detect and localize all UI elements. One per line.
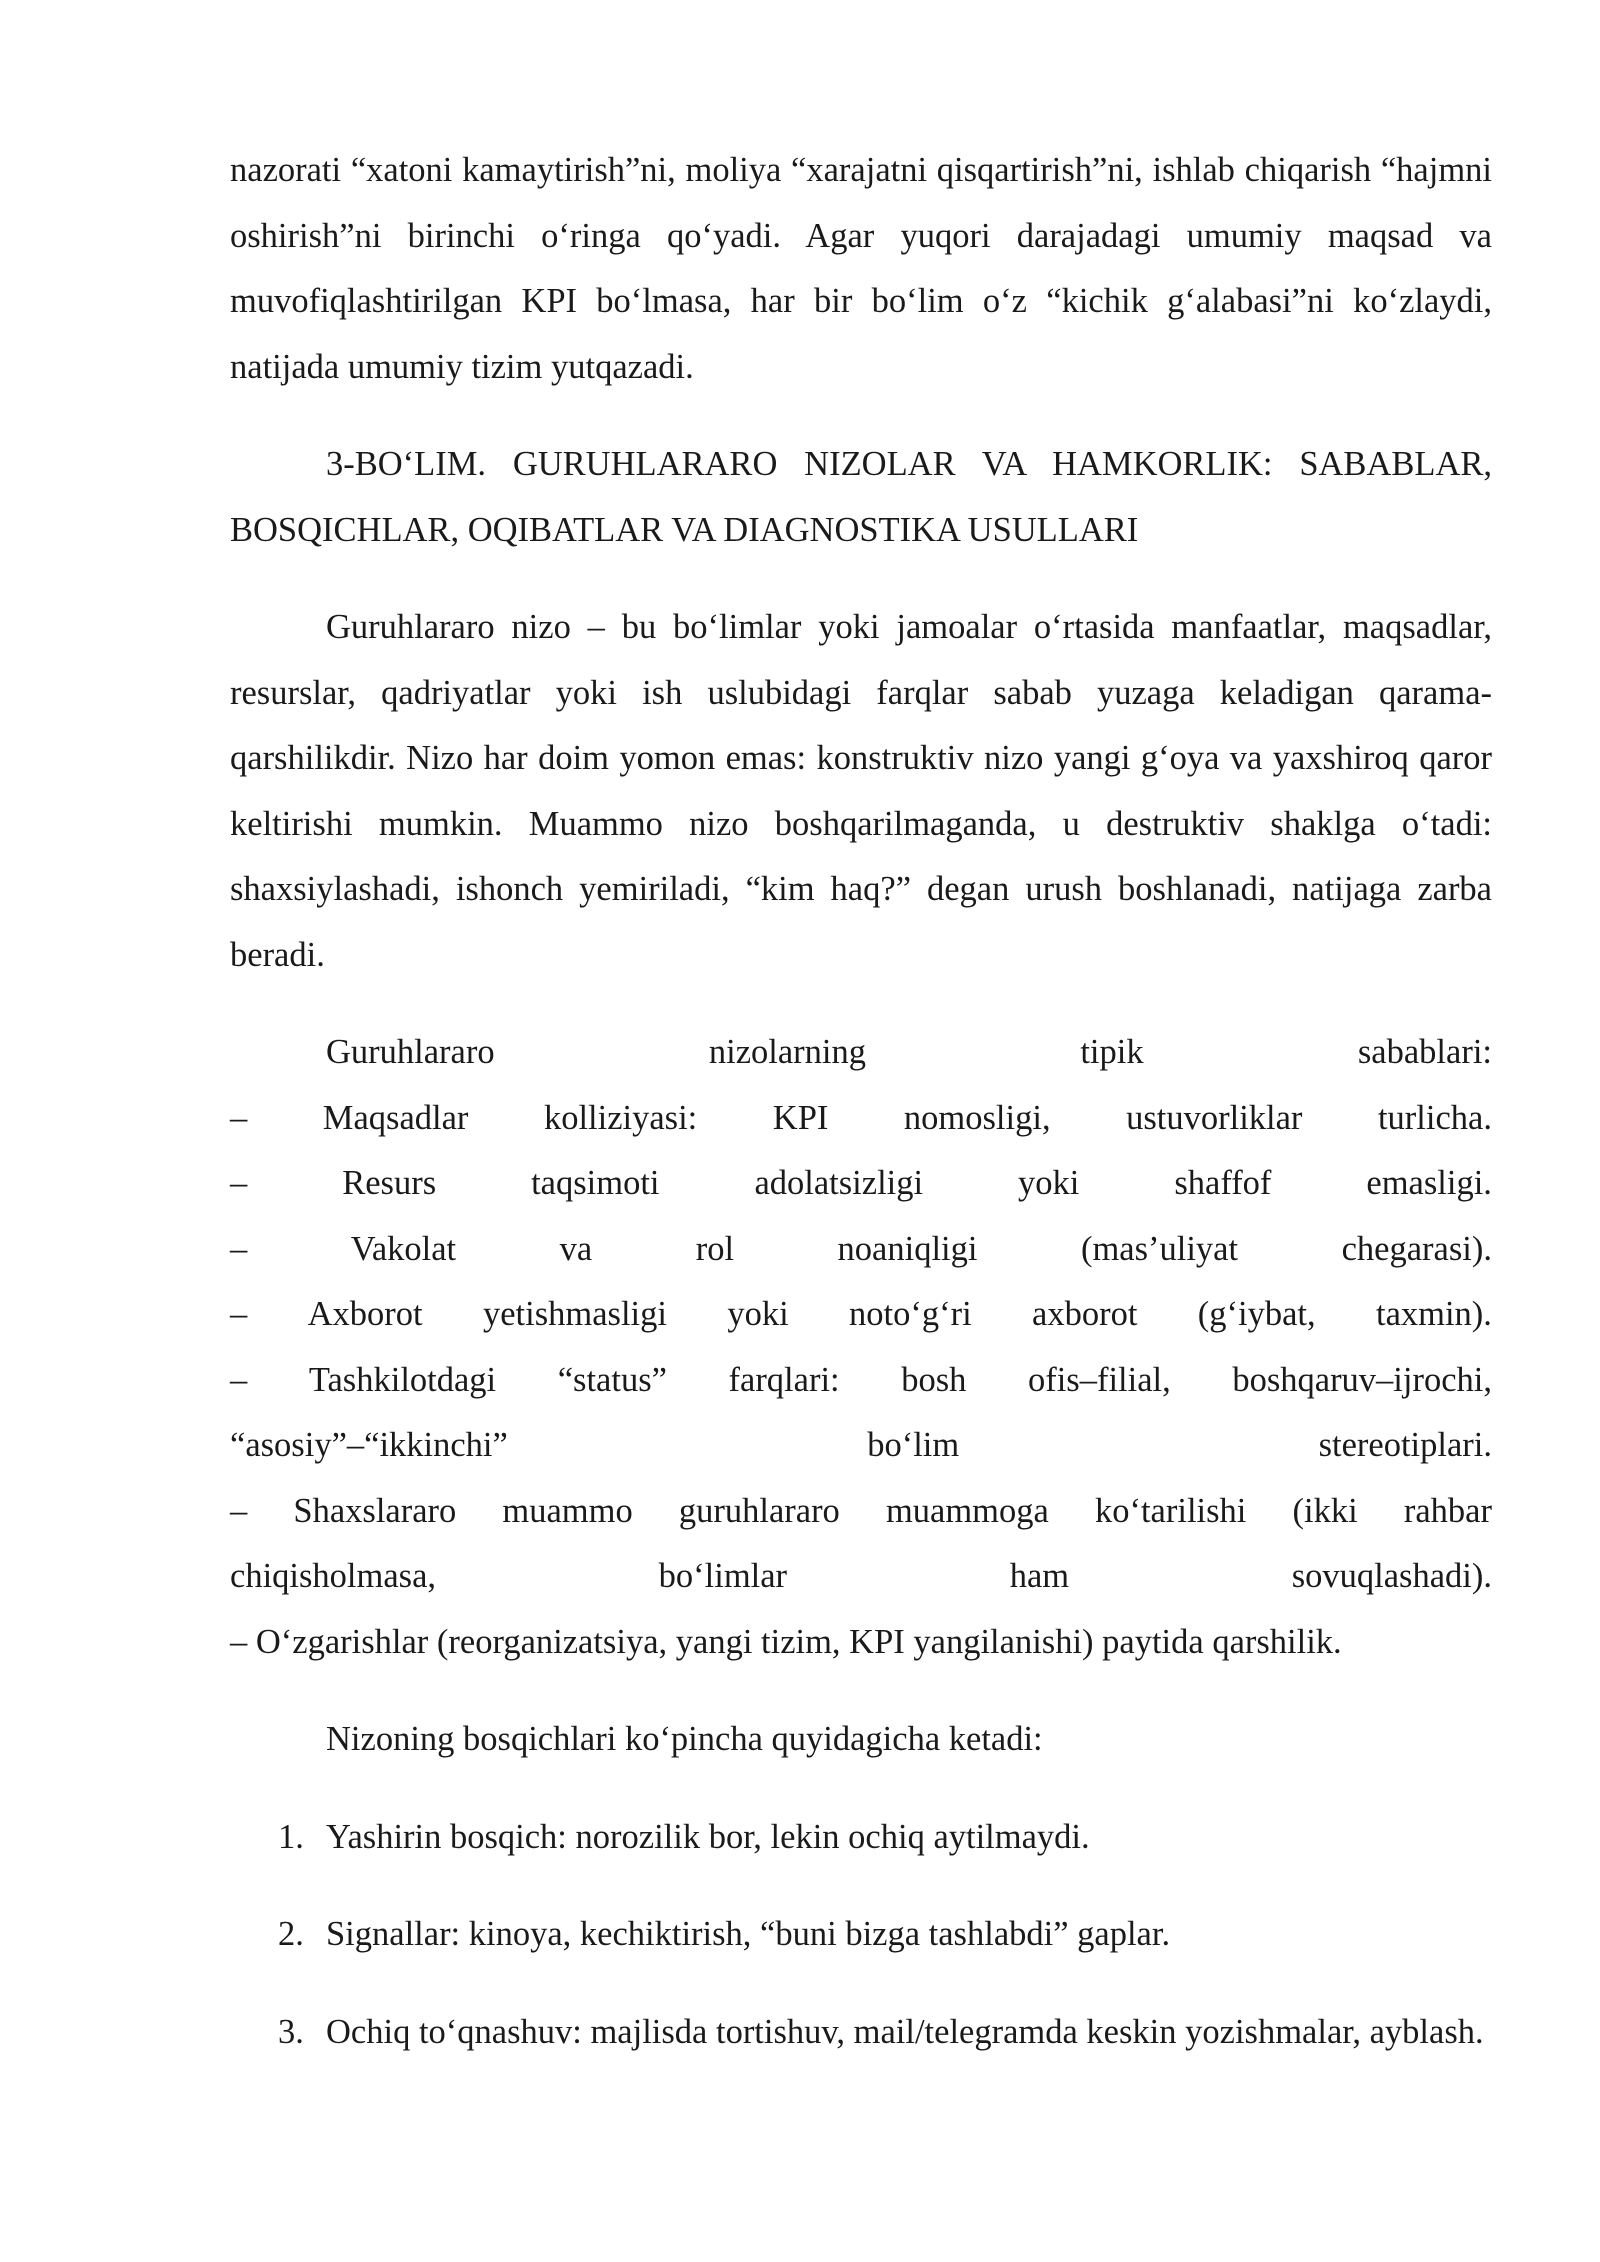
causes-line <box>230 1413 1492 1479</box>
causes-word: sovuqlashadi). <box>1291 1557 1492 1595</box>
causes-word: ham <box>1009 1557 1070 1595</box>
causes-word: turlicha. <box>1377 1098 1492 1137</box>
causes-line <box>230 1544 1492 1610</box>
causes-word: axborot <box>1032 1295 1138 1333</box>
causes-word: nomosligi, <box>903 1098 1051 1137</box>
causes-word: ustuvorliklar <box>1126 1098 1303 1137</box>
causes-word: bosh <box>901 1360 967 1399</box>
causes-word: Vakolat <box>350 1229 457 1268</box>
causes-word: notoʻgʻri <box>849 1295 972 1333</box>
causes-line <box>230 1086 1492 1152</box>
causes-word: chegarasi). <box>1341 1229 1492 1268</box>
causes-word: Tashkilotdagi <box>308 1360 497 1399</box>
list-item-number: 3. <box>278 2012 304 2051</box>
causes-line <box>230 1479 1492 1545</box>
causes-word: stereotiplari. <box>1318 1426 1492 1464</box>
causes-word: boshqaruv–ijrochi, <box>1232 1360 1492 1399</box>
causes-line <box>230 1348 1492 1414</box>
causes-word: ofis–filial, <box>1027 1360 1171 1399</box>
causes-word: – <box>230 1098 248 1137</box>
causes-word: va <box>559 1229 593 1268</box>
causes-word: Guruhlararo <box>326 1033 495 1071</box>
causes-word: rol <box>695 1229 735 1268</box>
document-page <box>230 138 1492 2100</box>
list-item-number: 2. <box>278 1915 304 1953</box>
stages-list <box>230 1805 1492 2066</box>
list-item <box>230 1902 1492 1968</box>
list-item <box>230 2000 1492 2066</box>
section-heading: 3-BOʻLIM. GURUHLARARO NIZOLAR VA HAMKORLIK: SABABLAR, BOSQICHLAR, OQIBATLAR VA DIAGNOSTIKA USULLARI <box>230 445 1492 549</box>
causes-word: emasligi. <box>1366 1164 1492 1202</box>
causes-word: yetishmasligi <box>482 1295 667 1333</box>
causes-line <box>230 1151 1492 1217</box>
causes-word: nizolarning <box>708 1033 867 1071</box>
causes-word: (mas’uliyat <box>1080 1229 1239 1268</box>
list-item-number: 1. <box>278 1817 304 1856</box>
causes-word: “asosiy”–“ikkinchi” <box>230 1426 508 1464</box>
causes-word: chiqisholmasa, <box>230 1557 437 1595</box>
causes-line <box>230 1020 1492 1086</box>
causes-word: shaffof <box>1174 1164 1272 1202</box>
causes-word: koʻtarilishi <box>1094 1491 1247 1530</box>
causes-word: muammo <box>502 1491 633 1530</box>
causes-word: Resurs <box>342 1164 437 1202</box>
causes-word: tipik <box>1080 1033 1144 1071</box>
causes-word: yoki <box>1018 1164 1080 1202</box>
causes-word: boʻlim <box>867 1426 960 1464</box>
causes-word: kolliziyasi: <box>543 1098 698 1137</box>
causes-last-line: – Oʻzgarishlar (reorganizatsiya, yangi tizim, KPI yangilanishi) paytida qarshilik. <box>230 1622 1342 1661</box>
causes-word: taxmin). <box>1375 1295 1492 1333</box>
causes-word: KPI <box>772 1098 829 1137</box>
causes-word: – <box>230 1295 248 1333</box>
causes-word: boʻlimlar <box>658 1557 788 1595</box>
list-item-text: Yashirin bosqich: norozilik bor, lekin ochiq aytilmaydi. <box>326 1817 1090 1856</box>
causes-word: taqsimoti <box>531 1164 660 1202</box>
causes-word: guruhlararo <box>678 1491 840 1530</box>
list-item <box>230 1805 1492 1871</box>
stages-intro: Nizoning bosqichlari koʻpincha quyidagicha ketadi: <box>326 1720 1043 1758</box>
causes-word: – <box>230 1229 248 1268</box>
causes-word: (gʻiybat, <box>1197 1295 1316 1333</box>
causes-word: yoki <box>727 1295 789 1333</box>
intro-paragraph: nazorati “xatoni kamaytirish”ni, moliya “xarajatni qisqartirish”ni, ishlab chiqarish “hajmni oshirish”ni birinchi oʻringa qoʻyadi. Agar yuqori darajadagi umumiy maqsad va muvofiqlashtirilgan KPI boʻlmasa, har bir boʻlim oʻz “kichik gʻalabasi”ni koʻzlaydi, natijada umumiy tizim yutqazadi. <box>230 151 1492 386</box>
list-item-text: Ochiq toʻqnashuv: majlisda tortishuv, mail/telegramda keskin yozishmalar, ayblash. <box>326 2012 1484 2051</box>
causes-word: Shaxslararo <box>293 1491 457 1530</box>
causes-word: noaniqligi <box>837 1229 978 1268</box>
causes-line <box>230 1282 1492 1348</box>
causes-line <box>230 1217 1492 1283</box>
causes-word: – <box>230 1360 248 1399</box>
causes-word: adolatsizligi <box>754 1164 924 1202</box>
causes-word: (ikki <box>1292 1491 1358 1530</box>
causes-word: – <box>230 1491 248 1530</box>
causes-word: Maqsadlar <box>322 1098 469 1137</box>
causes-word: Axborot <box>307 1295 423 1333</box>
definition-paragraph: Guruhlararo nizo – bu boʻlimlar yoki jamoalar oʻrtasida manfaatlar, maqsadlar, resurslar, qadriyatlar yoki ish uslubidagi farqlar sabab yuzaga keladigan qarama-qarshilikdir. Nizo har doim yomon emas: konstruktiv nizo yangi gʻoya va yaxshiroq qaror keltirishi mumkin. Muammo nizo boshqarilmaganda, u destruktiv shaklga oʻtadi: shaxsiylashadi, ishonch yemiriladi, “kim haq?” degan urush boshlanadi, natijaga zarba beradi. <box>230 608 1492 974</box>
list-item-text: Signallar: kinoya, kechiktirish, “buni bizga tashlabdi” gaplar. <box>326 1915 1171 1953</box>
causes-word: farqlari: <box>728 1360 840 1399</box>
causes-lines <box>230 1020 1492 1610</box>
causes-word: – <box>230 1164 248 1202</box>
causes-word: rahbar <box>1403 1491 1492 1530</box>
causes-word: sabablari: <box>1357 1033 1492 1071</box>
causes-word: “status” <box>557 1360 667 1399</box>
causes-word: muammoga <box>885 1491 1049 1530</box>
causes-block <box>230 1020 1492 1675</box>
